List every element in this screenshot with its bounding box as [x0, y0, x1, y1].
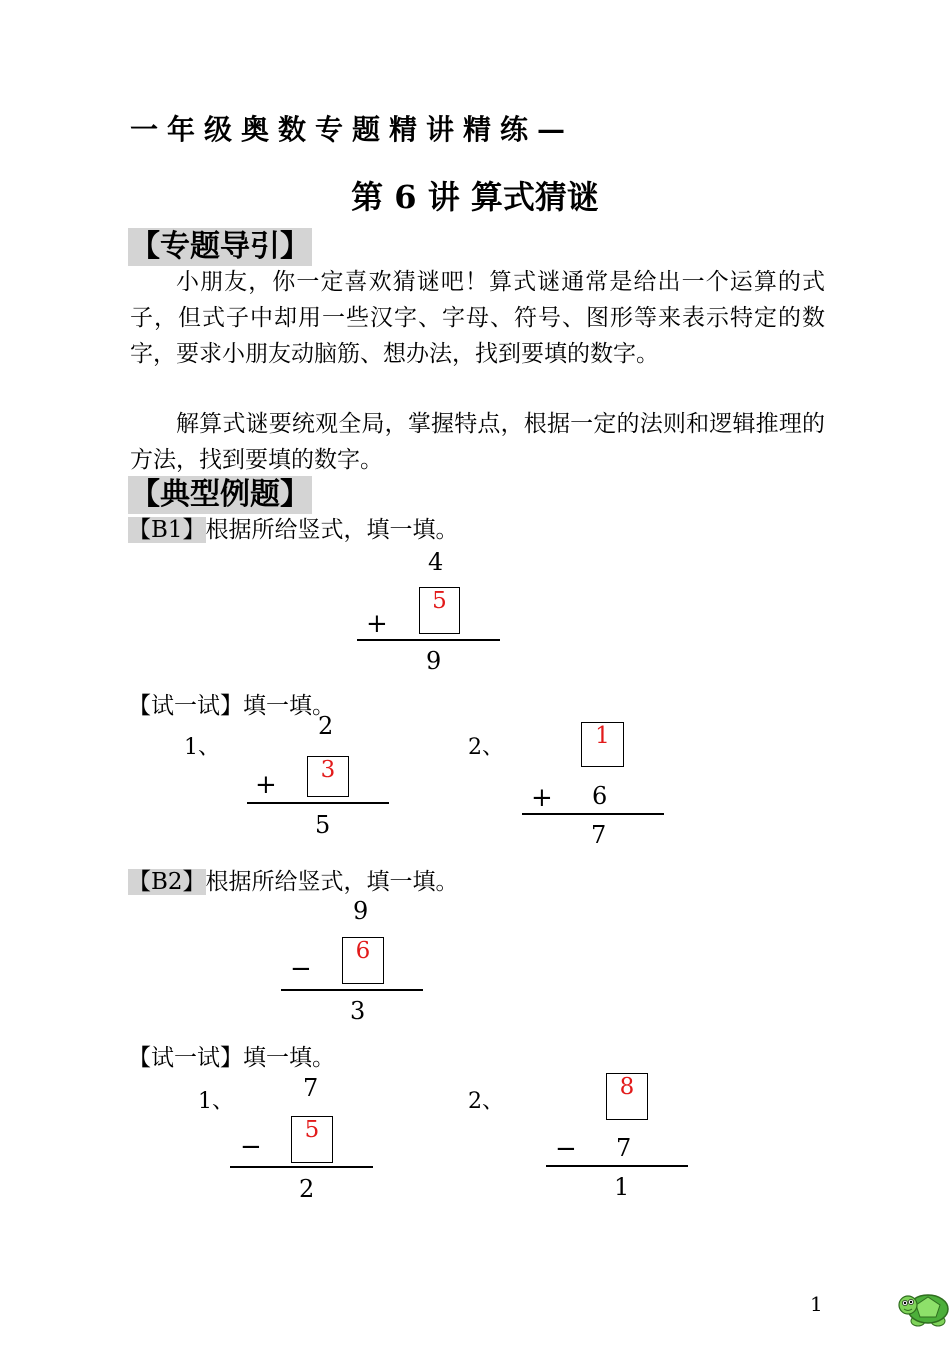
try1-p2-middle: 6	[592, 782, 608, 810]
example-b2-line	[128, 866, 459, 898]
example-b1-instruction: 根据所给竖式，填一填。	[205, 517, 459, 543]
b2-result-line	[281, 989, 423, 991]
b2-answer-box[interactable]: 6	[342, 937, 384, 984]
try1-p2-operator: +	[531, 783, 553, 813]
try2-p1-operator: −	[240, 1132, 262, 1162]
try1-p1-operator: +	[255, 770, 277, 800]
try1-p2-label: 2、	[468, 735, 504, 760]
page-number: 1	[810, 1292, 823, 1316]
try2-p2-middle: 7	[616, 1134, 632, 1162]
try1-p2-result: 7	[591, 821, 607, 849]
try1-heading: 【试一试】填一填。	[128, 693, 335, 719]
b1-top-number: 4	[428, 548, 444, 576]
try1-p1-answer-box[interactable]: 3	[307, 756, 349, 797]
try1-p2-result-line	[522, 813, 664, 815]
try1-p1-label: 1、	[184, 735, 220, 760]
try2-p2-result: 1	[614, 1173, 630, 1201]
try2-p1-result-line	[230, 1166, 373, 1168]
try2-p2-result-line	[546, 1165, 688, 1167]
turtle-icon	[898, 1283, 950, 1328]
b1-result-line	[357, 639, 500, 641]
try1-p1-result: 5	[315, 811, 331, 839]
example-b2-instruction: 根据所给竖式，填一填。	[205, 869, 459, 895]
lesson-title: 第 6 讲 算式猜谜	[351, 178, 599, 216]
example-b1-tag: 【B1】	[128, 517, 206, 543]
try1-p1-result-line	[247, 802, 389, 804]
section-heading-intro: 【专题导引】	[130, 229, 310, 264]
example-b1-line	[128, 514, 459, 546]
try1-p2-answer-box[interactable]: 1	[581, 722, 624, 767]
try2-p2-label: 2、	[468, 1089, 504, 1114]
intro-paragraph-1: 小朋友，你一定喜欢猜谜吧！算式谜通常是给出一个运算的式子，但式子中却用一些汉字、字母、符号、图形等来表示特定的数字，要求小朋友动脑筋、想办法，找到要填的数字。	[130, 269, 825, 367]
b2-result: 3	[350, 997, 366, 1025]
b2-top-number: 9	[353, 897, 369, 925]
try2-p2-operator: −	[555, 1134, 577, 1164]
b1-operator: +	[366, 609, 388, 639]
try1-p1-top: 2	[318, 712, 334, 740]
try2-p1-result: 2	[299, 1175, 315, 1203]
intro-paragraph-2: 解算式谜要统观全局，掌握特点，根据一定的法则和逻辑推理的方法，找到要填的数字。	[130, 411, 825, 473]
example-b2-tag: 【B2】	[128, 869, 206, 895]
series-title: 一年级奥数专题精讲精练—	[130, 113, 575, 146]
try2-p1-answer-box[interactable]: 5	[291, 1116, 333, 1163]
b1-result: 9	[426, 647, 442, 675]
b2-operator: −	[290, 954, 312, 984]
try2-p1-label: 1、	[198, 1089, 234, 1114]
b1-answer-box[interactable]: 5	[419, 587, 460, 634]
section-heading-examples: 【典型例题】	[130, 477, 310, 512]
try2-p1-top: 7	[303, 1074, 319, 1102]
try2-p2-answer-box[interactable]: 8	[606, 1073, 648, 1120]
try2-heading: 【试一试】填一填。	[128, 1045, 335, 1071]
